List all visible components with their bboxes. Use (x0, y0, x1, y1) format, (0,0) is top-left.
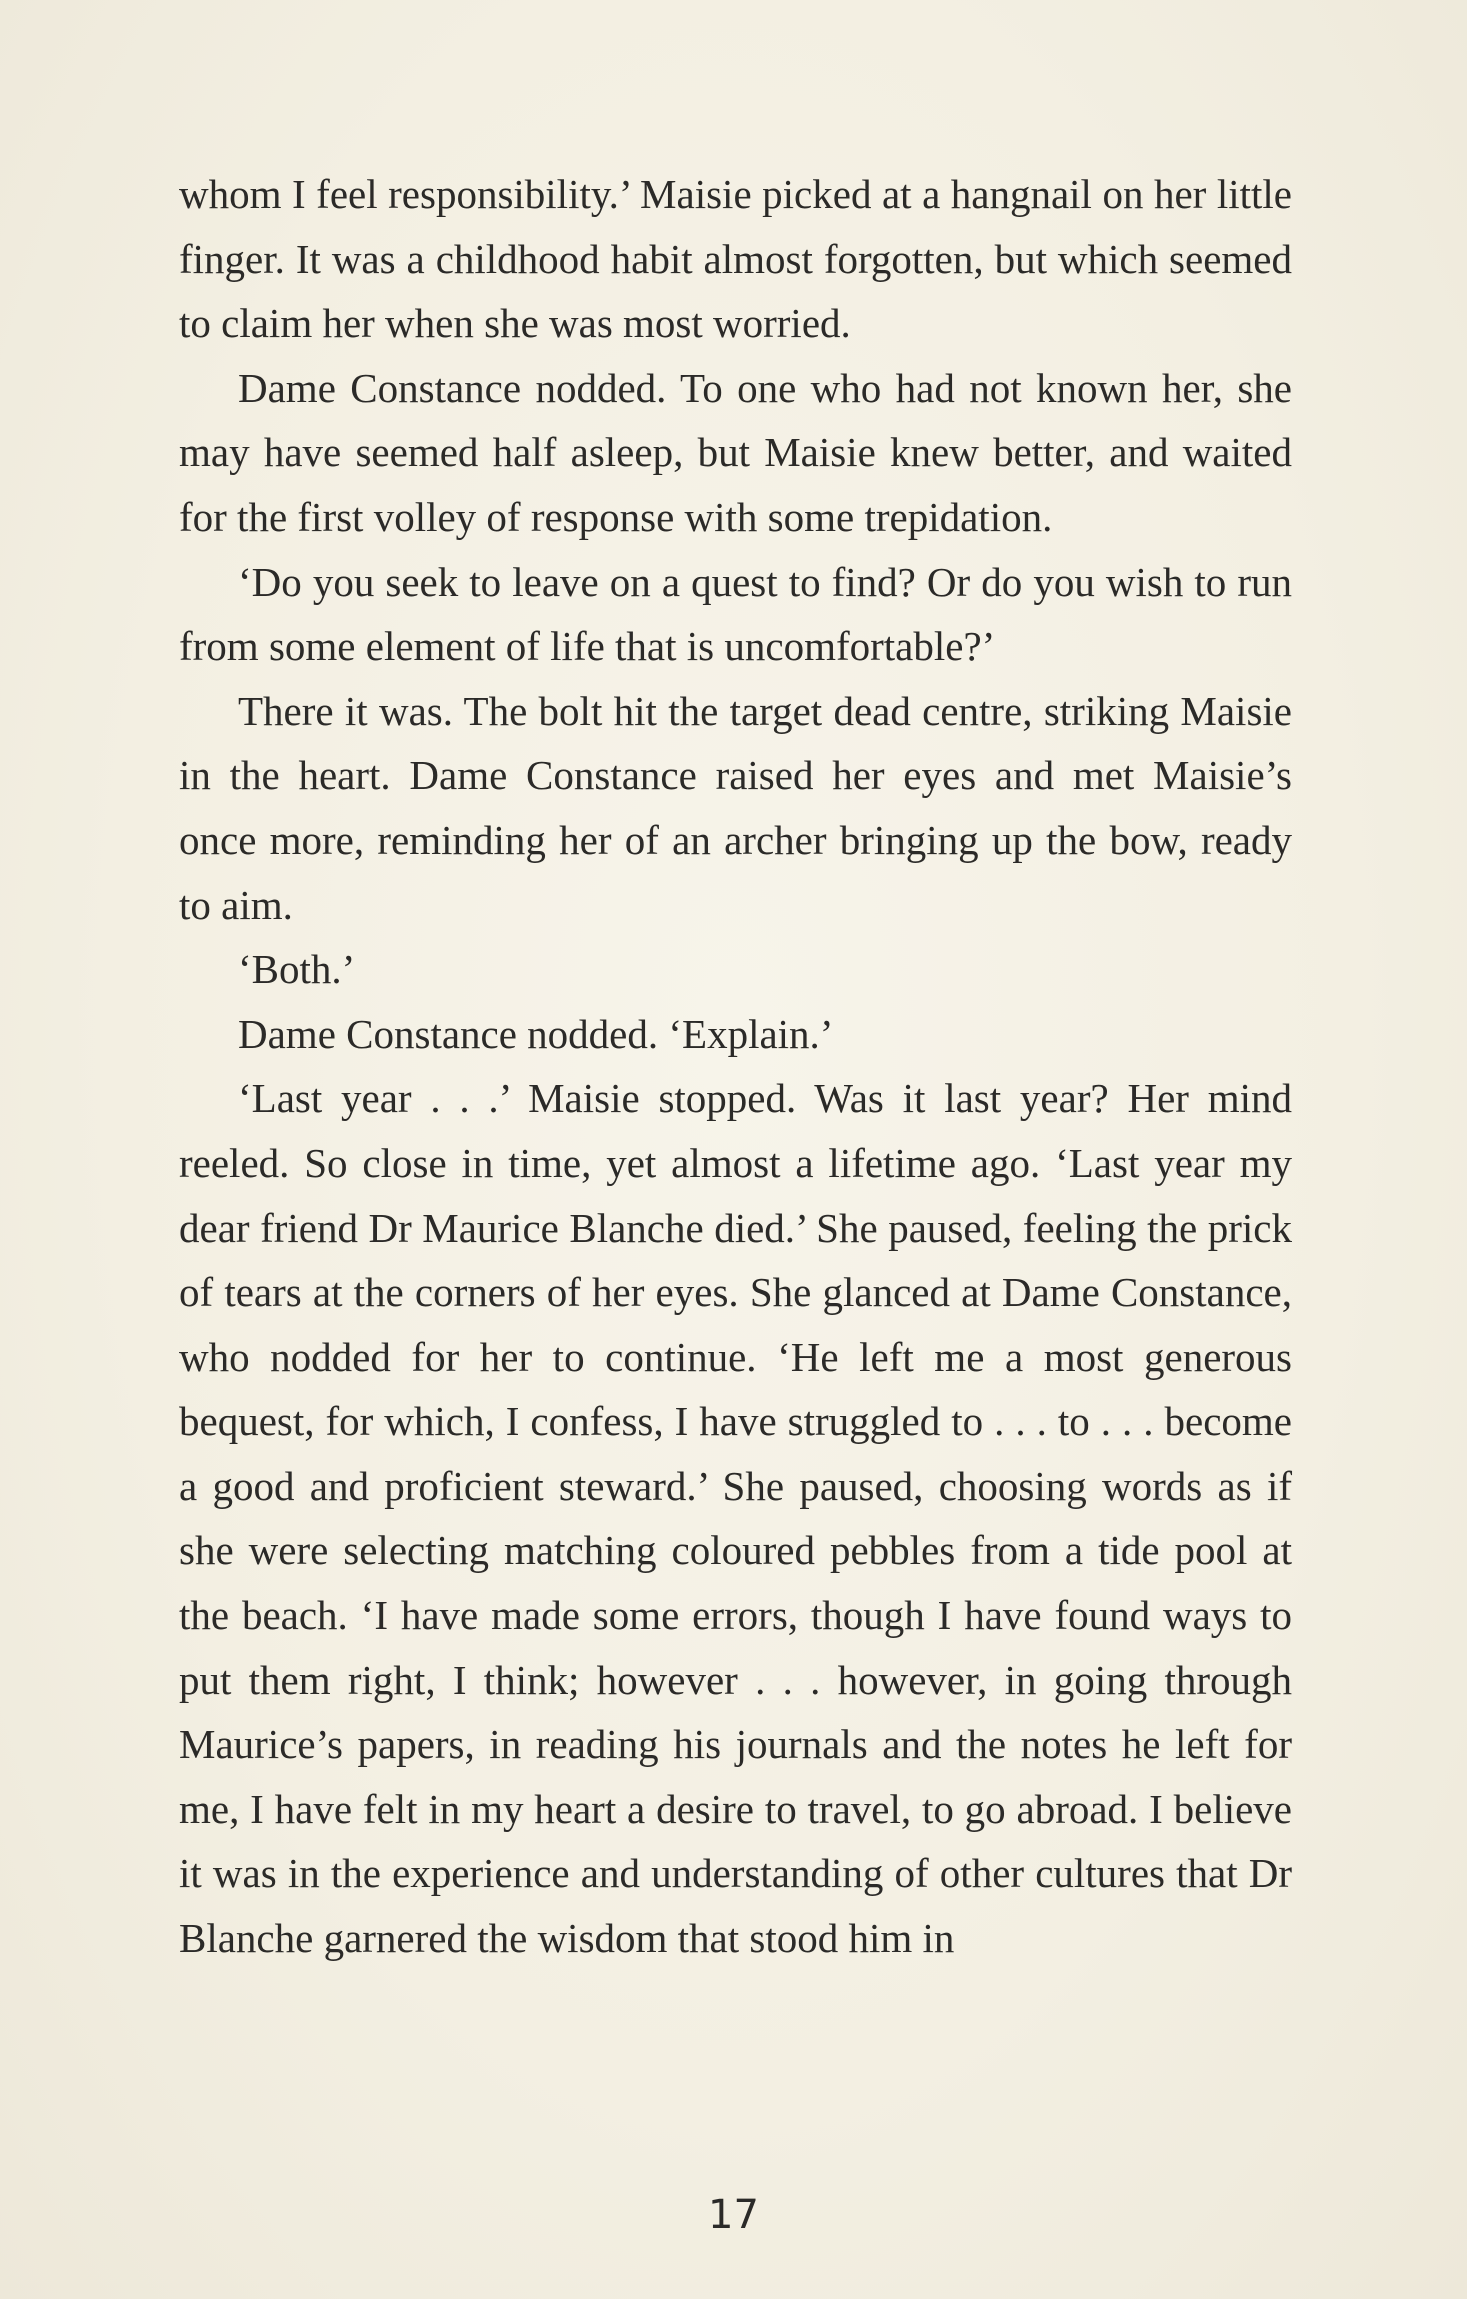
paragraph-3: ‘Do you seek to leave on a quest to find? Or do you wish to run from some element of life that is uncomfortable?’ (179, 558, 1292, 670)
body-text (179, 162, 1292, 1971)
paragraph-2: Dame Constance nodded. To one who had not known her, she may have seemed half asleep, but Maisie knew better, and waited for the first volley of response with some trepidation. (179, 364, 1292, 540)
paragraph-7: ‘Last year . . .’ Maisie stopped. Was it last year? Her mind reeled. So close in time, yet almost a lifetime ago. ‘Last year my dear friend Dr Maurice Blanche died.’ She paused, feeling the prick of tears at the corners of her eyes. She glanced at Dame Constance, who nodded for her to continue. ‘He left me a most generous bequest, for which, I confess, I have struggled to . . . to . . . become a good and proficient steward.’ She paused, choosing words as if she were selecting matching coloured pebbles from a tide pool at the beach. ‘I have made some errors, though I have found ways to put them right, I think; however . . . however, in going through Maurice’s papers, in reading his journals and the notes he left for me, I have felt in my heart a desire to travel, to go abroad. I believe it was in the experience and understanding of other cultures that Dr Blanche garnered the wisdom that stood him in (179, 1075, 1292, 1962)
paragraph-4: There it was. The bolt hit the target dead centre, striking Maisie in the heart. Dame Constance raised her eyes and met Maisie’s once more, reminding her of an archer bringing up the bow, ready to aim. (179, 687, 1292, 928)
paragraph-5: ‘Both.’ (238, 946, 356, 993)
paragraph-6: Dame Constance nodded. ‘Explain.’ (238, 1010, 834, 1057)
page-number: 17 (708, 2192, 759, 2238)
paragraph-1: whom I feel responsibility.’ Maisie picked at a hangnail on her little finger. It was a childhood habit almost forgotten, but which seemed to claim her when she was most worried. (179, 171, 1292, 347)
